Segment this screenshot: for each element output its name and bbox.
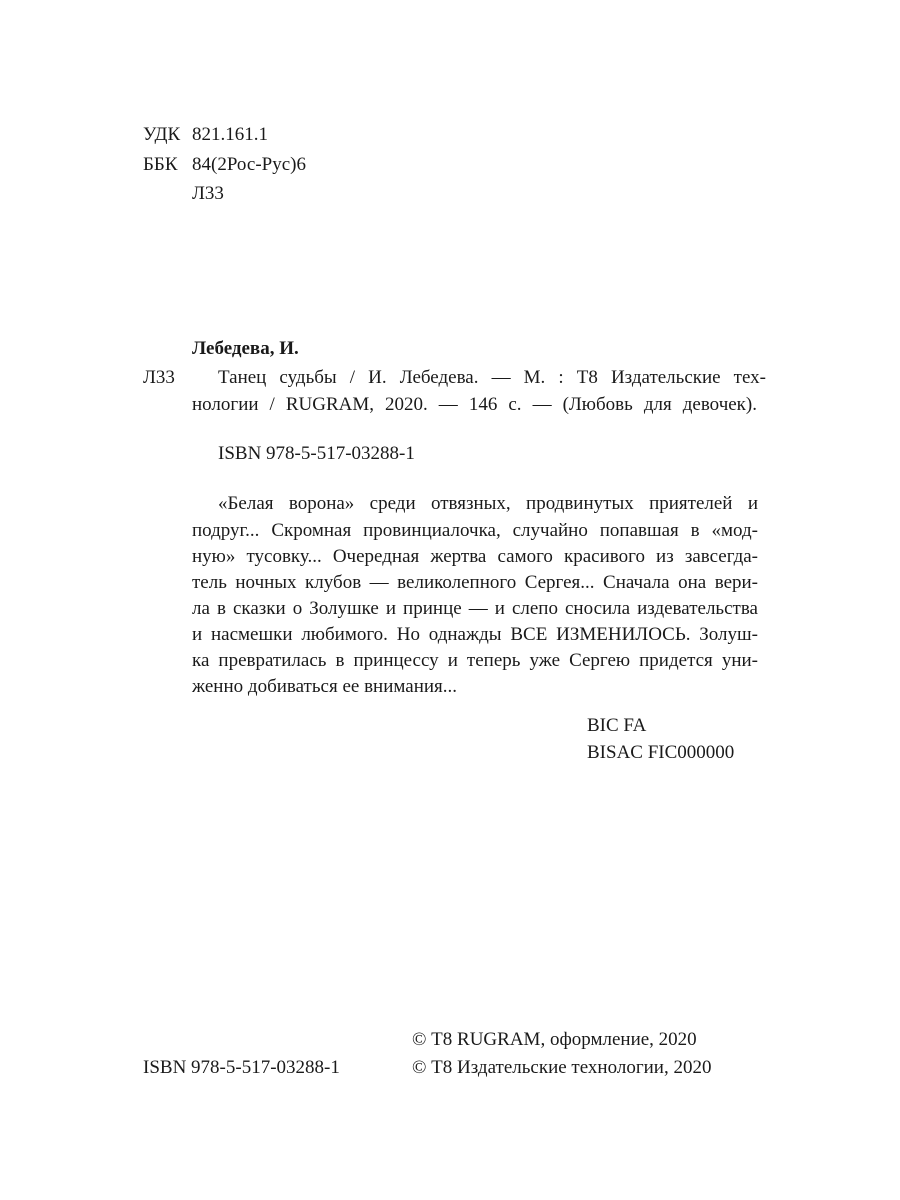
entry-description-line-1: Танец судьбы / И. Лебедева. — М. : Т8 Издательские тех- — [218, 367, 766, 388]
entry-isbn: ISBN 978-5-517-03288-1 — [218, 443, 415, 464]
annotation-line: тель ночных клубов — великолепного Сергея... Сначала она вери- — [192, 572, 758, 593]
annotation-line: и насмешки любимого. Но однажды ВСЕ ИЗМЕНИЛОСЬ. Золуш- — [192, 624, 758, 645]
copyright-publisher: © Т8 Издательские технологии, 2020 — [412, 1057, 712, 1078]
annotation-line: «Белая ворона» среди отвязных, продвинутых приятелей и — [218, 493, 758, 514]
bbk-label: ББК — [143, 154, 178, 175]
bisac-code: BISAC FIC000000 — [587, 742, 735, 763]
bbk-value: 84(2Рос-Рус)6 — [192, 154, 306, 175]
entry-author-sign: Л33 — [143, 367, 175, 388]
annotation-line: ную» тусовку... Очередная жертва самого красивого из завсегда- — [192, 546, 758, 567]
footer-isbn: ISBN 978-5-517-03288-1 — [143, 1057, 340, 1078]
udk-value: 821.161.1 — [192, 124, 268, 145]
annotation-line: ла в сказки о Золушке и принце — и слепо сносила издевательства — [192, 598, 758, 619]
bic-code: BIC FA — [587, 715, 647, 736]
author-heading: Лебедева, И. — [192, 338, 299, 359]
annotation-line: подруг... Скромная провинциалочка, случайно попавшая в «мод- — [192, 520, 758, 541]
author-sign-code: Л33 — [192, 183, 224, 204]
annotation-line: женно добиваться ее внимания... — [192, 676, 458, 697]
copyright-design: © Т8 RUGRAM, оформление, 2020 — [412, 1029, 697, 1050]
udk-label: УДК — [143, 124, 181, 145]
annotation-line: ка превратилась в принцессу и теперь уже Сергею придется уни- — [192, 650, 758, 671]
entry-description-line-2: нологии / RUGRAM, 2020. — 146 с. — (Любовь для девочек). — [192, 394, 757, 415]
